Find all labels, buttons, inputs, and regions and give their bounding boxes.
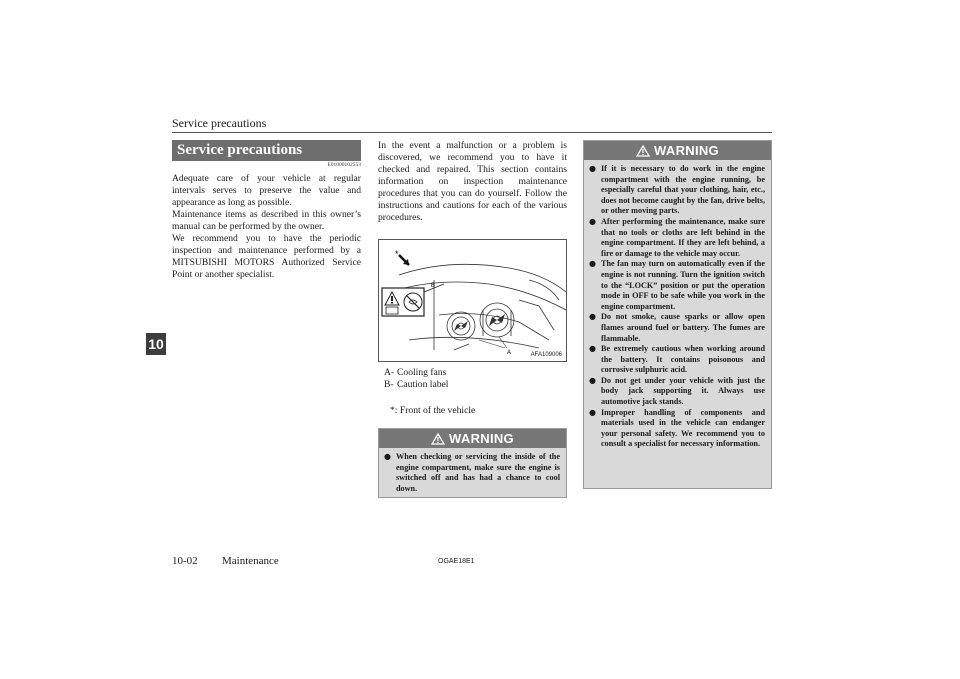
engine-compartment-figure [378,239,567,362]
warning-box [583,140,772,489]
legend-text: Caution label [397,379,449,390]
header-rule [172,132,772,133]
warning-item [589,344,765,376]
warning-item-text: After performing the maintenance, make sure that no tools or cloths are left behind in the engine compartment. If they are left behind, a fire or damage to the vehicle may occur. [601,216,765,258]
figure-marker-b: B [431,283,436,289]
warning-item-text: The fan may turn on automatically even if the engine is not running. Turn the ignition switch to the “LOCK” position or put the operation mode in OFF to be safe while you work in the engine compartment. [601,259,765,311]
engine-compartment-illustration [379,240,566,361]
figure-marker-star: * [395,249,399,259]
warning-item-text: Improper handling of components and materials used in the vehicle can endanger your personal safety. We recommend you to consult a specialist for necessary information. [601,407,765,449]
legend-key: B- [384,379,394,390]
footer-section-name: Maintenance [222,555,279,567]
footer-doc-code: OGAE18E1 [438,558,475,565]
warning-header [379,429,566,448]
section-heading: Service precautions [172,140,361,161]
bullet-dot-icon: ● [384,452,391,461]
warning-item [589,376,765,408]
figure-footnote: *: Front of the vehicle [390,405,476,416]
bullet-dot-icon: ● [589,216,596,226]
running-header-title: Service precautions [172,116,267,130]
legend-item [384,367,448,379]
bullet-dot-icon: ● [589,312,596,322]
warning-item [589,408,765,450]
footer-page-number: 10-02 [172,555,198,567]
chapter-tab: 10 [146,333,166,355]
intro-paragraph: Maintenance items as described in this owner’s manual can be performed by the owner. [172,209,361,232]
procedures-column [378,140,567,224]
warning-item [589,312,765,344]
procedures-paragraph: In the event a malfunction or a problem is discovered, we recommend you to have it checked and repaired. This section contains information on inspection maintenance procedures that you can do yourself. Follow the instructions and cautions for each of the various procedures. [378,140,567,223]
warning-item-text: Do not smoke, cause sparks or allow open flames around fuel or battery. The fumes are flammable. [601,312,765,343]
intro-paragraph: We recommend you to have the periodic inspection and maintenance performed by a MITSUBISHI MOTORS Authorized Service Point or another specialist. [172,233,361,280]
warning-item [384,452,560,494]
warning-triangle-icon [431,433,445,445]
figure-code: AFA109006 [530,352,562,358]
bullet-dot-icon: ● [589,407,596,417]
warning-list [584,160,771,454]
warning-item [589,259,765,312]
legend-text: Cooling fans [397,367,447,378]
legend-item [384,379,448,391]
intro-paragraph: Adequate care of your vehicle at regular intervals serves to preserve the value and appearance as long as possible. [172,173,361,208]
bullet-dot-icon: ● [589,259,596,269]
section-ref-code: E01000102553 [327,162,361,168]
warning-title: WARNING [449,431,514,446]
warning-item-text: When checking or servicing the inside of the engine compartment, make sure the engine is switched off and has had a chance to cool down. [396,452,560,493]
warning-item-text: Be extremely cautious when working around the battery. It contains poisonous and corrosive sulphuric acid. [601,344,765,375]
warning-item-text: If it is necessary to do work in the engine compartment with the engine running, be especially careful that your clothing, hair, etc., does not become caught by the fan, drive belts, or other moving parts. [601,164,765,216]
warning-box [378,428,567,498]
intro-column [172,173,361,281]
warning-item-text: Do not get under your vehicle with just the body jack supporting it. Always use automotive jack stands. [601,375,765,407]
warning-list [379,448,566,498]
warning-title: WARNING [654,143,719,158]
warning-header [584,141,771,160]
bullet-dot-icon: ● [589,344,596,354]
legend-key: A- [384,367,395,378]
warning-triangle-icon [636,145,650,157]
figure-legend [384,367,448,391]
bullet-dot-icon: ● [589,375,596,385]
warning-item [589,217,765,259]
warning-item [589,164,765,217]
figure-marker-a: A [507,350,512,356]
bullet-dot-icon: ● [589,164,596,173]
